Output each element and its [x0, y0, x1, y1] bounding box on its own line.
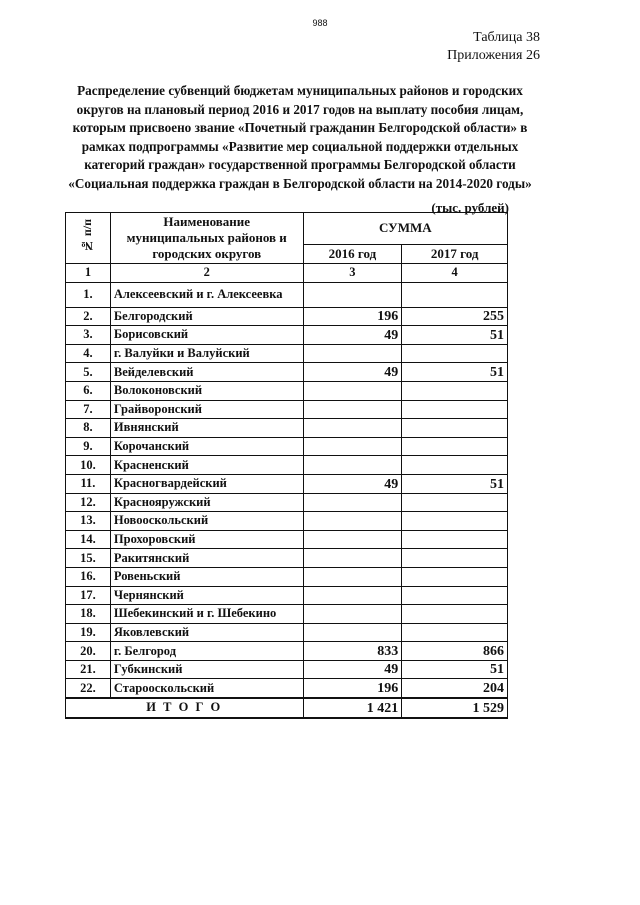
row-number: 20. — [66, 642, 111, 661]
row-number: 13. — [66, 512, 111, 531]
value-2017: 51 — [402, 660, 508, 679]
value-2016 — [303, 437, 402, 456]
value-2017 — [402, 623, 508, 642]
value-2016 — [303, 400, 402, 419]
value-2017 — [402, 400, 508, 419]
value-2017: 51 — [402, 474, 508, 493]
table-row — [66, 282, 508, 307]
table-row — [66, 456, 508, 475]
index-cell: 4 — [402, 264, 508, 283]
value-2017 — [402, 437, 508, 456]
table-row — [66, 381, 508, 400]
district-name: Старооскольский — [110, 679, 303, 698]
table-row — [66, 660, 508, 679]
table-row — [66, 363, 508, 382]
table-row — [66, 512, 508, 531]
district-name: Красногвардейский — [110, 474, 303, 493]
total-2016: 1 421 — [303, 698, 402, 718]
value-2017 — [402, 419, 508, 438]
table-row — [66, 419, 508, 438]
table-row — [66, 344, 508, 363]
value-2016: 49 — [303, 363, 402, 382]
table-row — [66, 605, 508, 624]
value-2016 — [303, 493, 402, 512]
value-2017: 866 — [402, 642, 508, 661]
value-2016 — [303, 567, 402, 586]
total-label: И Т О Г О — [66, 698, 304, 718]
table-row — [66, 679, 508, 698]
district-name: Прохоровский — [110, 530, 303, 549]
value-2017 — [402, 344, 508, 363]
table-row — [66, 493, 508, 512]
value-2017: 51 — [402, 363, 508, 382]
row-number: 9. — [66, 437, 111, 456]
value-2016 — [303, 456, 402, 475]
district-name: Алексеевский и г. Алексеевка — [110, 282, 303, 307]
district-name: Чернянский — [110, 586, 303, 605]
district-name: Новооскольский — [110, 512, 303, 531]
row-number: 14. — [66, 530, 111, 549]
value-2016 — [303, 549, 402, 568]
district-name: Вейделевский — [110, 363, 303, 382]
value-2016 — [303, 623, 402, 642]
value-2017 — [402, 512, 508, 531]
value-2017 — [402, 530, 508, 549]
document-title: Распределение субвенций бюджетам муниципальных районов и городских округов на плановый период 2016 и 2017 годов на выплату пособия лицам, которым присвоено звание «Почетный гражданин Белгородской области» в рамках подпрограммы «Развитие мер социальной поддержки отдельных категорий граждан» государственной программы Белгородской области «Социальная поддержка граждан в Белгородской области на 2014-2020 годы» — [68, 83, 532, 191]
district-name: Ровеньский — [110, 567, 303, 586]
district-name: Яковлевский — [110, 623, 303, 642]
row-number: 4. — [66, 344, 111, 363]
district-name: Борисовский — [110, 326, 303, 345]
district-name: Белгородский — [110, 307, 303, 326]
index-cell: 2 — [110, 264, 303, 283]
row-number: 2. — [66, 307, 111, 326]
table-row — [66, 326, 508, 345]
header-2017: 2017 год — [402, 244, 508, 263]
table-row — [66, 623, 508, 642]
value-2017 — [402, 567, 508, 586]
value-2017: 255 — [402, 307, 508, 326]
table-row — [66, 474, 508, 493]
value-2016 — [303, 344, 402, 363]
value-2016: 49 — [303, 326, 402, 345]
table-row — [66, 642, 508, 661]
row-number: 11. — [66, 474, 111, 493]
index-cell: 3 — [303, 264, 402, 283]
district-name: Корочанский — [110, 437, 303, 456]
value-2016: 196 — [303, 307, 402, 326]
row-number: 7. — [66, 400, 111, 419]
district-name: Ивнянский — [110, 419, 303, 438]
value-2016 — [303, 282, 402, 307]
value-2016: 49 — [303, 660, 402, 679]
row-number: 15. — [66, 549, 111, 568]
page-number: 988 — [312, 18, 328, 28]
row-number: 12. — [66, 493, 111, 512]
table-label: Таблица 38 — [473, 30, 540, 45]
header-num: № п/п — [66, 213, 111, 264]
value-2017 — [402, 456, 508, 475]
district-name: г. Валуйки и Валуйский — [110, 344, 303, 363]
value-2017: 204 — [402, 679, 508, 698]
total-2017: 1 529 — [402, 698, 508, 718]
row-number: 18. — [66, 605, 111, 624]
row-number: 17. — [66, 586, 111, 605]
district-name: Губкинский — [110, 660, 303, 679]
row-number: 21. — [66, 660, 111, 679]
value-2016 — [303, 586, 402, 605]
district-name: Ракитянский — [110, 549, 303, 568]
table-row — [66, 586, 508, 605]
row-number: 5. — [66, 363, 111, 382]
value-2016 — [303, 512, 402, 531]
table-row — [66, 400, 508, 419]
value-2016 — [303, 605, 402, 624]
table-row — [66, 567, 508, 586]
row-number: 3. — [66, 326, 111, 345]
district-name: г. Белгород — [110, 642, 303, 661]
district-name: Шебекинский и г. Шебекино — [110, 605, 303, 624]
value-2016 — [303, 381, 402, 400]
index-cell: 1 — [66, 264, 111, 283]
appendix-label: Приложения 26 — [447, 48, 540, 63]
row-number: 1. — [66, 282, 111, 307]
district-name: Волоконовский — [110, 381, 303, 400]
header-sum: СУММА — [303, 213, 507, 245]
value-2016: 49 — [303, 474, 402, 493]
value-2016: 196 — [303, 679, 402, 698]
value-2016: 833 — [303, 642, 402, 661]
index-row — [66, 264, 508, 283]
value-2017 — [402, 282, 508, 307]
header-row — [66, 213, 508, 245]
row-number: 19. — [66, 623, 111, 642]
header-2016: 2016 год — [303, 244, 402, 263]
value-2017 — [402, 586, 508, 605]
table-row — [66, 530, 508, 549]
value-2017 — [402, 381, 508, 400]
district-name: Красненский — [110, 456, 303, 475]
district-name: Краснояружский — [110, 493, 303, 512]
value-2017: 51 — [402, 326, 508, 345]
row-number: 16. — [66, 567, 111, 586]
value-2017 — [402, 493, 508, 512]
table-row — [66, 549, 508, 568]
header-name: Наименование муниципальных районов и городских округов — [110, 213, 303, 264]
table-row — [66, 307, 508, 326]
value-2017 — [402, 549, 508, 568]
value-2016 — [303, 530, 402, 549]
total-row — [66, 698, 508, 718]
row-number: 22. — [66, 679, 111, 698]
value-2017 — [402, 605, 508, 624]
units-label: (тыс. рублей) — [431, 200, 509, 215]
row-number: 6. — [66, 381, 111, 400]
value-2016 — [303, 419, 402, 438]
subsidy-table — [65, 212, 508, 719]
district-name: Грайворонский — [110, 400, 303, 419]
row-number: 10. — [66, 456, 111, 475]
table-row — [66, 437, 508, 456]
row-number: 8. — [66, 419, 111, 438]
